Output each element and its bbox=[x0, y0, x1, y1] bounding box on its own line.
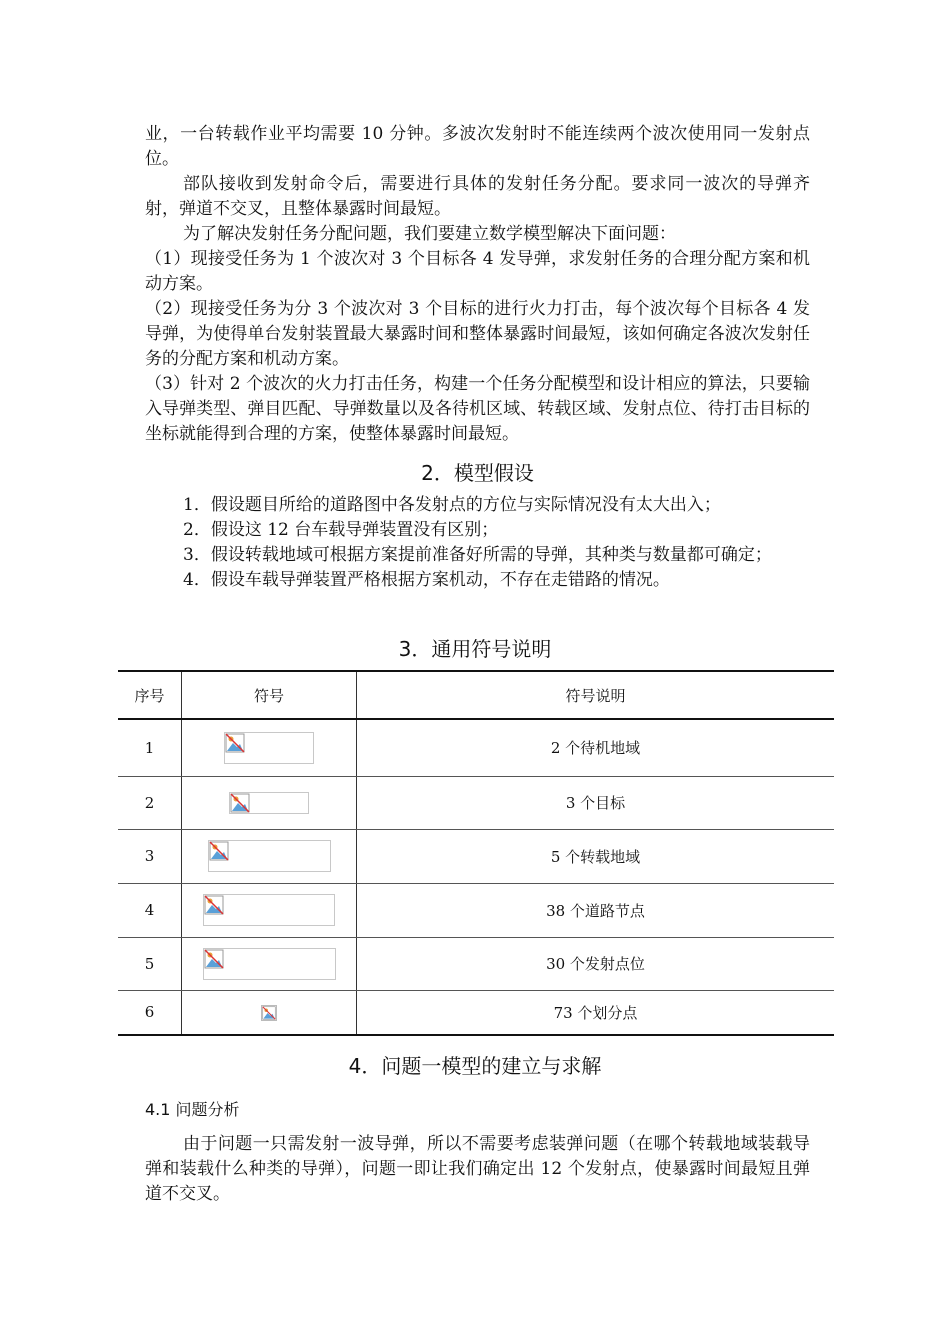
symbol-cell bbox=[182, 719, 357, 776]
table-row bbox=[118, 937, 834, 990]
row-index: 6 bbox=[118, 990, 182, 1035]
paragraph-analysis: 由于问题一只需发射一波导弹，所以不需要考虑装弹问题（在哪个转载地域装载导弹和装载什么种类的导弹），问题一即让我们确定出 12 个发射点，使暴露时间最短且弹道不交叉。 bbox=[145, 1134, 810, 1204]
broken-image-icon bbox=[208, 840, 331, 872]
row-description: 73 个划分点 bbox=[357, 990, 835, 1035]
section-title-problem-one: 4．问题一模型的建立与求解 bbox=[348, 1054, 602, 1078]
symbol-cell bbox=[182, 829, 357, 883]
section-title-assumptions: 2．模型假设 bbox=[421, 461, 534, 485]
table-row bbox=[118, 883, 834, 937]
section-title-symbols: 3．通用符号说明 bbox=[398, 637, 552, 661]
symbol-cell bbox=[182, 990, 357, 1035]
broken-image-icon bbox=[229, 792, 309, 814]
broken-image-icon bbox=[203, 894, 335, 926]
question-3: （3）针对 2 个波次的火力打击任务，构建一个任务分配模型和设计相应的算法，只要输入导弹类型、弹目匹配、导弹数量以及各待机区域、转载区域、发射点位、待打击目标的坐标就能得到合理的方案，使整体暴露时间最短。 bbox=[145, 374, 810, 444]
table-row bbox=[118, 776, 834, 829]
problem-one-analysis bbox=[145, 1098, 810, 1207]
row-index: 2 bbox=[118, 776, 182, 829]
symbol-cell bbox=[182, 883, 357, 937]
row-description: 2 个待机地域 bbox=[357, 719, 835, 776]
row-index: 3 bbox=[118, 829, 182, 883]
assumption-item: 3．假设转载地域可根据方案提前准备好所需的导弹，其种类与数量都可确定； bbox=[183, 545, 772, 565]
paragraph-problem-intro: 为了解决发射任务分配问题，我们要建立数学模型解决下面问题： bbox=[183, 224, 676, 244]
row-description: 5 个转载地域 bbox=[357, 829, 835, 883]
row-index: 4 bbox=[118, 883, 182, 937]
table-row bbox=[118, 829, 834, 883]
symbol-cell bbox=[182, 937, 357, 990]
broken-image-icon bbox=[261, 1005, 277, 1021]
broken-image-icon bbox=[224, 732, 314, 764]
table-row bbox=[118, 719, 834, 776]
assumption-item: 4．假设车载导弹装置严格根据方案机动，不存在走错路的情况。 bbox=[183, 570, 670, 590]
paragraph-task-allocation: 部队接收到发射命令后，需要进行具体的发射任务分配。要求同一波次的导弹齐射，弹道不交叉，且整体暴露时间最短。 bbox=[145, 174, 810, 219]
row-description: 3 个目标 bbox=[357, 776, 835, 829]
header-symbol: 符号 bbox=[182, 671, 357, 719]
subsection-title-analysis: 4.1 问题分析 bbox=[145, 1100, 240, 1119]
table-row bbox=[118, 990, 834, 1035]
assumption-item: 1．假设题目所给的道路图中各发射点的方位与实际情况没有太大出入； bbox=[183, 495, 721, 515]
row-description: 30 个发射点位 bbox=[357, 937, 835, 990]
table-header-row bbox=[118, 671, 834, 719]
header-index: 序号 bbox=[118, 671, 182, 719]
symbol-cell bbox=[182, 776, 357, 829]
question-1: （1）现接受任务为 1 个波次对 3 个目标各 4 发导弹，求发射任务的合理分配方案和机动方案。 bbox=[145, 249, 810, 294]
symbol-table bbox=[118, 670, 834, 1036]
question-2: （2）现接受任务为分 3 个波次对 3 个目标的进行火力打击，每个波次每个目标各 4 发导弹，为使得单台发射装置最大暴露时间和整体暴露时间最短，该如何确定各波次发射任务的分配方案和机动方案。 bbox=[145, 299, 810, 369]
broken-image-icon bbox=[203, 948, 336, 980]
assumption-item: 2．假设这 12 台车载导弹装置没有区别； bbox=[183, 520, 499, 540]
row-index: 5 bbox=[118, 937, 182, 990]
row-description: 38 个道路节点 bbox=[357, 883, 835, 937]
paragraph-continuation: 业，一台转载作业平均需要 10 分钟。多波次发射时不能连续两个波次使用同一发射点位。 bbox=[145, 124, 810, 169]
header-description: 符号说明 bbox=[357, 671, 835, 719]
row-index: 1 bbox=[118, 719, 182, 776]
document-body bbox=[145, 122, 810, 593]
